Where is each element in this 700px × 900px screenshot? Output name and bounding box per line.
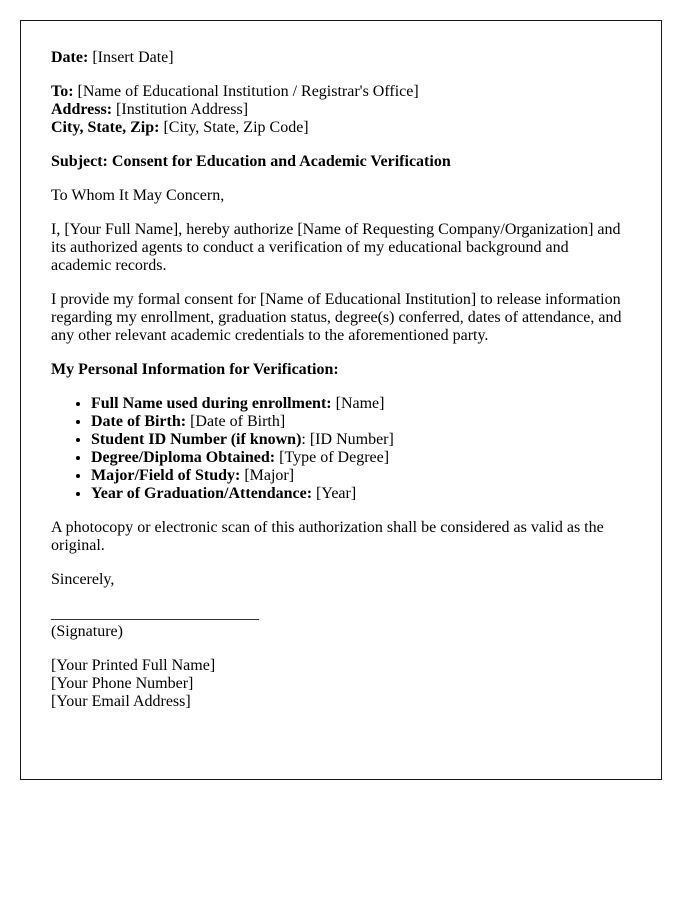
- closing-sincerely: Sincerely,: [51, 571, 115, 588]
- info-list: [51, 395, 631, 503]
- list-item-label: Date of Birth:: [91, 413, 187, 430]
- city-state-zip-value: [City, State, Zip Code]: [159, 119, 309, 136]
- subject-text: Subject: Consent for Education and Academic Verification: [51, 153, 451, 170]
- info-heading: [51, 361, 631, 379]
- phone-number: [Your Phone Number]: [51, 675, 194, 692]
- list-item-value: [Major]: [240, 467, 295, 484]
- date-value: [Insert Date]: [88, 49, 174, 66]
- address-label: Address:: [51, 101, 113, 118]
- list-item-value: [Date of Birth]: [186, 413, 286, 430]
- printed-name: [Your Printed Full Name]: [51, 657, 216, 674]
- paragraph-authorization: I, [Your Full Name], hereby authorize [Name of Requesting Company/Organization] and its authorized agents to conduct a verification of my educational background and academic records.: [51, 221, 621, 274]
- list-item-major: [91, 467, 631, 485]
- list-item-label: Student ID Number (if known): [91, 431, 302, 448]
- address-value: [Institution Address]: [112, 101, 249, 118]
- list-item-value: [Type of Degree]: [275, 449, 390, 466]
- email-address: [Your Email Address]: [51, 693, 191, 710]
- signature-line: __________________________: [51, 605, 259, 622]
- list-item-graduation-year: [91, 485, 631, 503]
- letter-document: [20, 20, 662, 780]
- date-label: Date:: [51, 49, 89, 66]
- list-item-value: [Year]: [312, 485, 357, 502]
- city-state-zip-label: City, State, Zip:: [51, 119, 160, 136]
- to-label: To:: [51, 83, 74, 100]
- info-heading-text: My Personal Information for Verification:: [51, 361, 339, 378]
- list-item-label: Major/Field of Study:: [91, 467, 241, 484]
- subject-line: [51, 153, 631, 171]
- date-line: [51, 49, 631, 67]
- signature-block: [51, 605, 631, 641]
- list-item-student-id: [91, 431, 631, 449]
- list-item-label: Degree/Diploma Obtained:: [91, 449, 276, 466]
- list-item-value: [Name]: [331, 395, 385, 412]
- salutation: To Whom It May Concern,: [51, 187, 225, 204]
- recipient-block: [51, 83, 631, 137]
- paragraph-validity: A photocopy or electronic scan of this authorization shall be considered as valid as the original.: [51, 519, 604, 554]
- list-item-label: Full Name used during enrollment:: [91, 395, 332, 412]
- signature-caption: (Signature): [51, 623, 123, 640]
- list-item-degree: [91, 449, 631, 467]
- paragraph-consent: I provide my formal consent for [Name of Educational Institution] to release information regarding my enrollment, graduation status, degree(s) conferred, dates of attendance, and any other relevant academic credentials to the aforementioned party.: [51, 291, 622, 344]
- list-item-value: : [ID Number]: [301, 431, 394, 448]
- to-value: [Name of Educational Institution / Registrar's Office]: [73, 83, 419, 100]
- contact-block: [51, 657, 631, 711]
- list-item-full-name: [91, 395, 631, 413]
- list-item-label: Year of Graduation/Attendance:: [91, 485, 313, 502]
- list-item-date-of-birth: [91, 413, 631, 431]
